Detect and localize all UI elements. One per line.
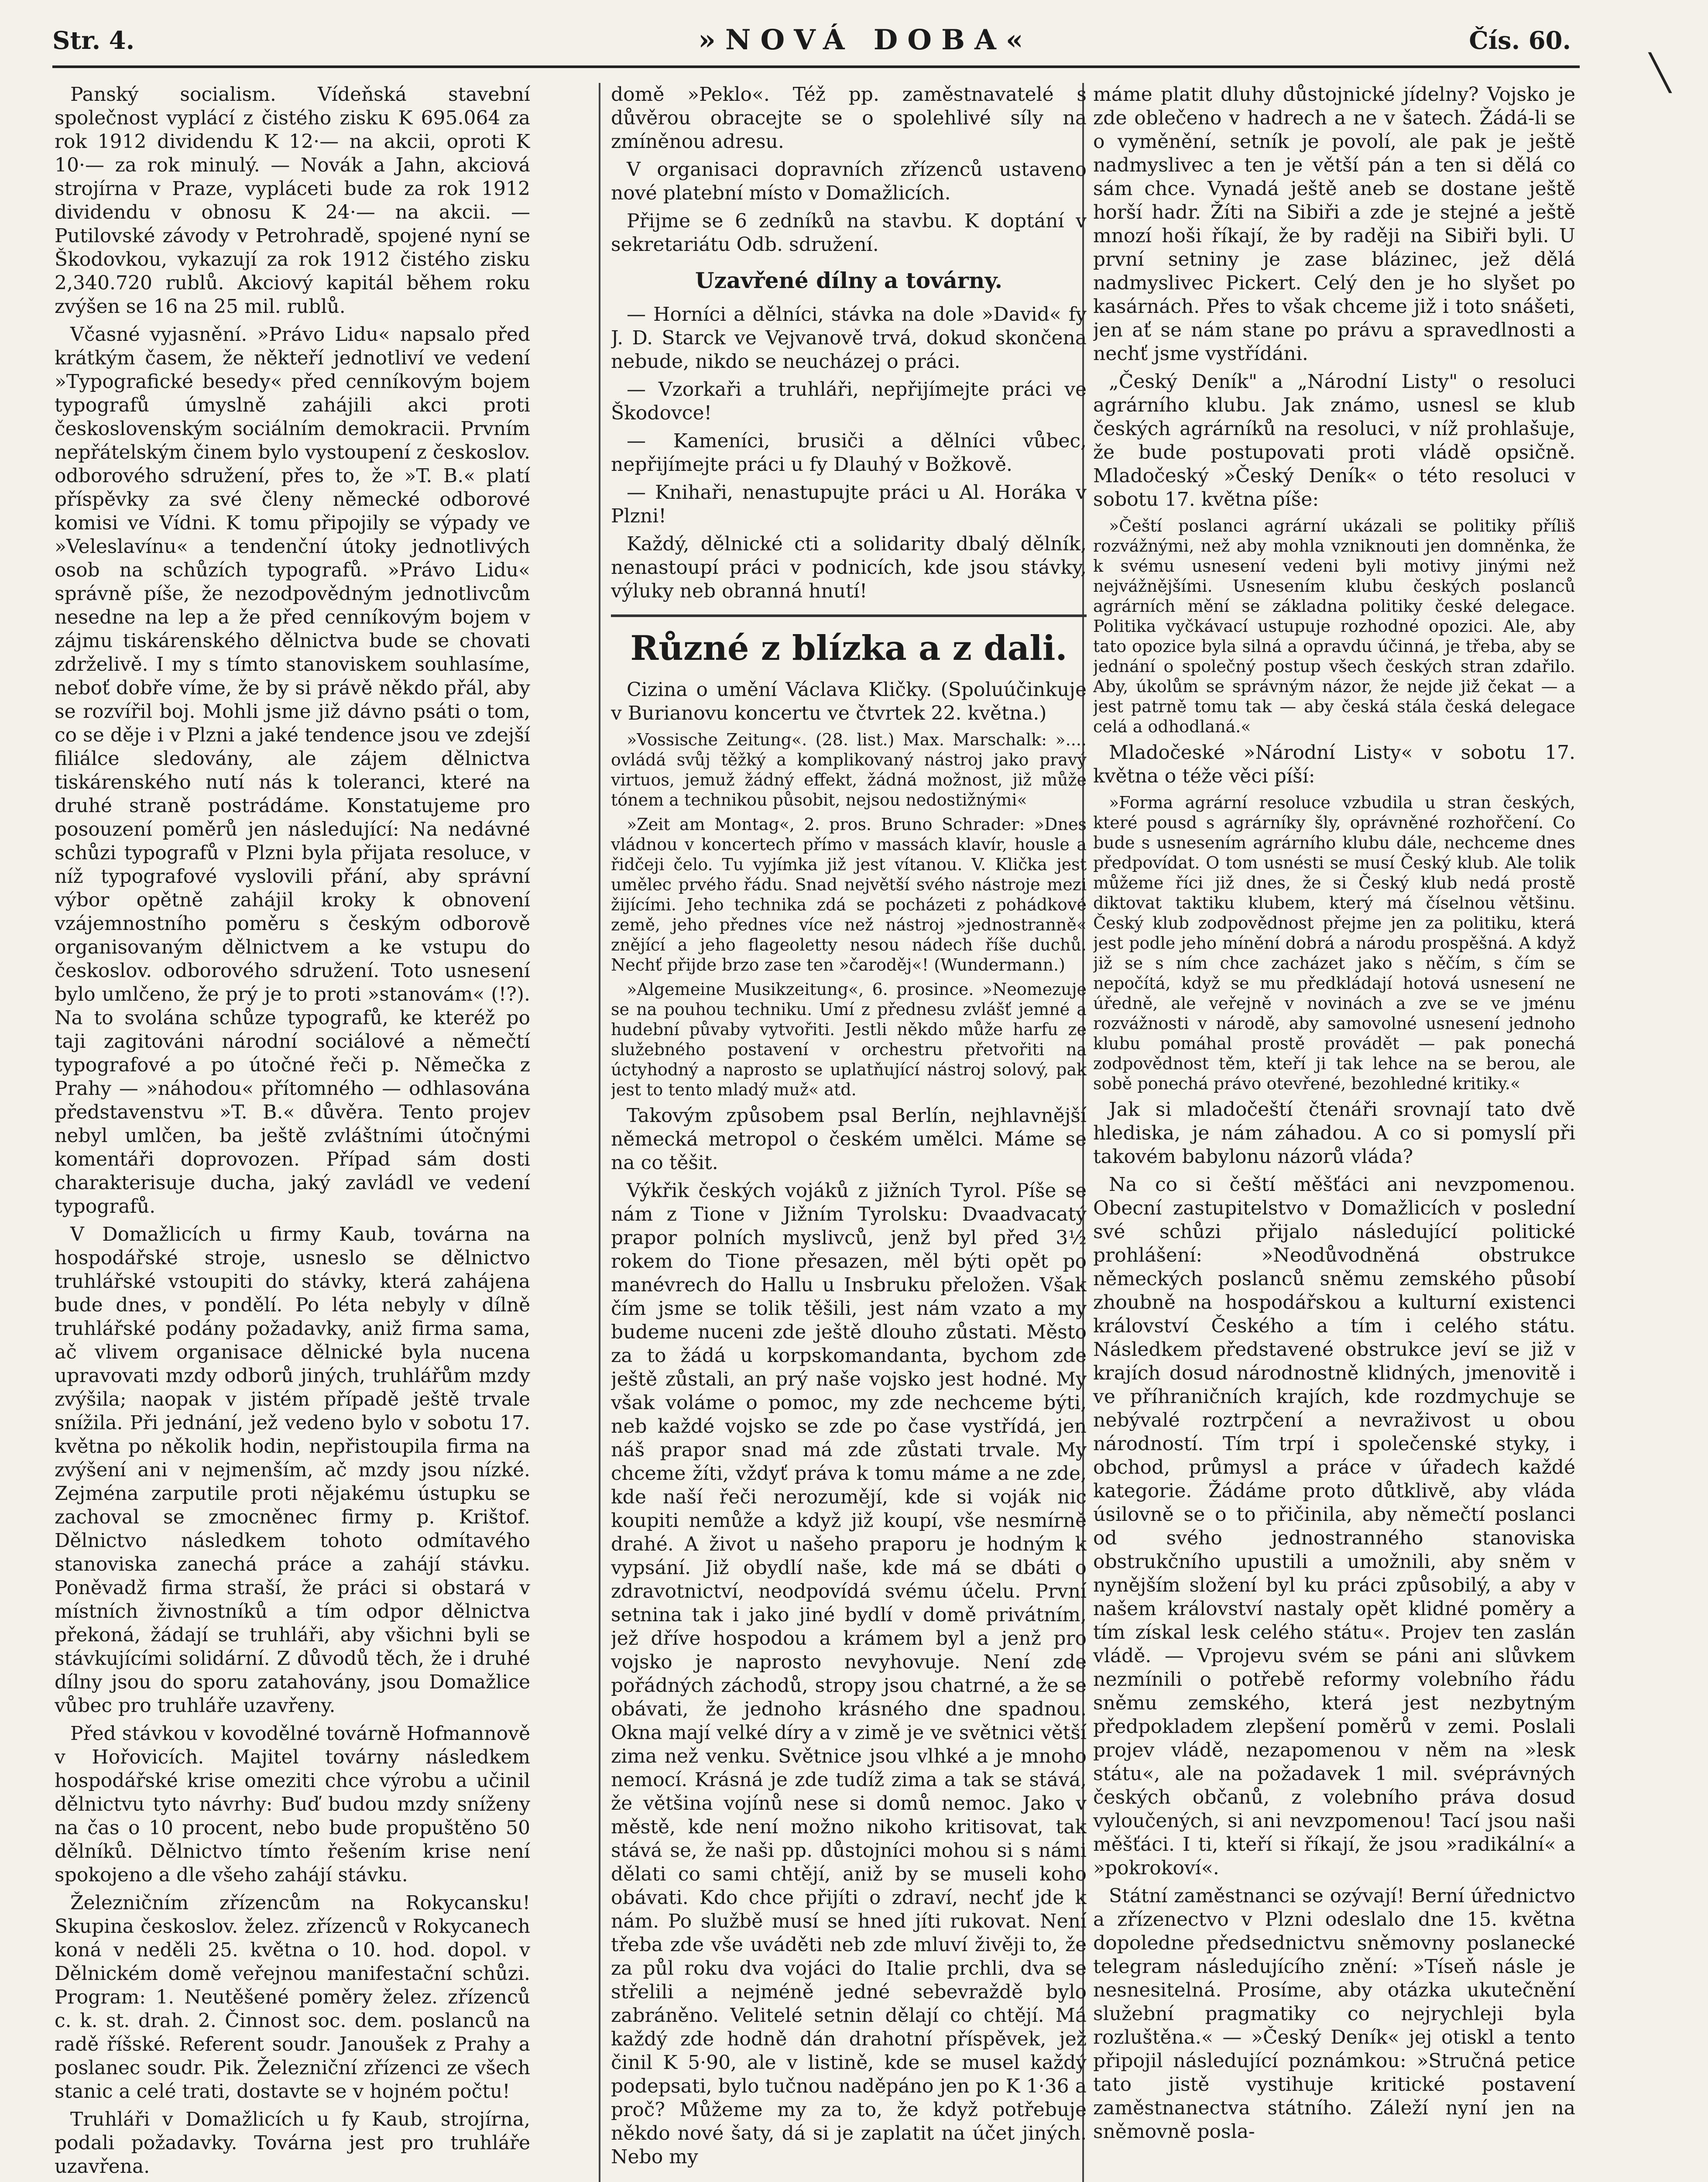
article-truhlari-domazlice: Truhláři v Domažlicích u fy Kaub, strojírna, podali požadavky. Továrna jest pro truhláře uzavřena.	[55, 2108, 530, 2178]
article-mladocesti-ctenari: Jak si mladočeští čtenáři srovnají tato dvě hlediska, je nám záhadou. A co si pomyslí při takovém babylonu názorů vláda?	[1093, 1098, 1575, 1168]
article-agrarian-resolution: „Český Deník" a „Národní Listy" o resoluci agrárního klubu. Jak známo, usnesl se klub českých agrárníků na resoluci, v níž prohlašuje, že bude postupovati proti vládě opsičně. Mladočeský »Český Deník« o této resoluci v sobotu 17. května píše:	[1093, 371, 1575, 511]
column-1	[55, 83, 530, 2182]
column-3	[1093, 83, 1575, 2182]
article-klicka: Cizina o umění Václava Kličky. (Spoluúčinkuje v Burianovu koncertu ve čtvrtek 22. května.)	[611, 679, 1087, 724]
article-rokycany-railway: Železničním zřízencům na Rokycansku! Skupina českoslov. želez. zřízenců v Rokycanech koná v neděli 25. května o 10. hod. dopol. v Dělnickém domě veřejnou manifestační schůzi. Program: 1. Neutěšené poměry želez. zřízenců c. k. st. drah. 2. Činnost soc. dem. poslanců na radě říšské. Referent soudr. Janoušek z Prahy a poslanec soudr. Pik. Železniční zřízenci ze všech stanic a celé trati, dostavte se v hojném počtu!	[55, 1892, 530, 2103]
quote-vossische: »Vossische Zeitung«. (28. list.) Max. Marschalk: ».... ovládá svůj těžký a komplikovaný nástroj jako pravý virtuos, jemuž žádný effekt, žádná možnost, již může tónem a technikou působit, nejsou nedostižnými«	[611, 730, 1087, 810]
article-statni-zamestnanci: Státní zaměstnanci se ozývají! Berní úřednictvo a zřízenectvo v Plzni odeslalo dne 15. května dopoledne předsednictvu sněmovny poslanecké telegram následujícího znění: »Tíseň násle je nesnesitelná. Prosíme, aby otázka ukutečnění služební pragmatiky co nejrychleji byla rozluštěna.« — »Český Deník« jej otiskl a tento připojil následující poznámkou: »Stručná petice tato jistě vystihuje kritické postavení zaměstnanectva státního. Záleží nyní jen na sněmovně posla-	[1093, 1885, 1575, 2143]
section-heading-closed-shops: Uzavřené dílny a továrny.	[695, 268, 1003, 293]
article-horovice-strike: Před stávkou v kovodělné továrně Hofmannově v Hořovicích. Majitel továrny následkem hospodářské krise omeziti chce výrobu a učinil dělnictvu tyto návrhy: Buď budou mzdy sníženy na čas o 10 procent, nebo bude propuštěno 50 dělníků. Dělnictvo tímto řešením krise není spokojeno a dle všeho zahájí stávku.	[55, 1722, 530, 1886]
margin-mark-top-right: ╲	[1650, 52, 1671, 93]
page-header	[52, 17, 1580, 68]
article-tyrol-soldiers: Výkřik českých vojáků z jižních Tyrol. Píše se nám z Tione v Jižním Tyrolsku: Dvaadvacatý prapor polních myslivců, jenž byl před 3½ rokem do Tione přesazen, měl býti opět po manévrech do Hallu u Insbruku přeložen. Však čím jsme se tolik těšili, jest nám vzato a my budeme nuceni zde ještě dlouho zůstati. Město za to žádá u korpskomandanta, bychom zde ještě zůstali, an prý naše vojsko jest hodné. My však voláme o pomoc, my zde nechceme býti, neb každé vojsko se zde po čase vystřídá, jen náš prapor snad má zde zůstati trvale. My chceme žíti, vždyť práva k tomu máme a ne zde, kde naší řeči nerozumějí, kde si voják nic koupiti nemůže a když již koupí, vše nesmírně drahé. A život u našeho praporu je hodným k vypsání. Již obydlí naše, kde má se dbáti o zdravotnictví, neodpovídá svému účelu. První setnina tak i jako jiné bydlí v domě privátním, jež dříve hospodou a krámem byl a jenž pro vojsko je naprosto nevyhovuje. Není zde pořádných záchodů, stropy jsou chatrné, a že se obávati, že jednoho krásného dne spadnou. Okna mají velké díry a v zimě je ve světnici větší zima než venku. Světnice jsou vlhké a je mnoho nemocí. Krásná je zde tudíž zima a tak se stává, že většina vojínů nese si domů nemoc. Jako v městě, kde není možno nikoho kritisovat, tak stává se, že naši pp. důstojníci mohou si s námi dělati co sami chtějí, aniž by se museli koho obávati. Kdo chce přijíti o zdraví, nechť jde k nám. Po službě musí se hned jíti rukovat. Není třeba zde vše uváděti neb zde mluví živěji to, že za půl roku dva vojáci do Italie prchli, dva se střelili a nejméně jedné sebevraždě bylo zabráněno. Velitelé setnin dělají co chtějí. Má každý zde hodně dán drahotní příspěvek, jež činil K 5·90, ale v listině, kde se musel každý podepsati, bylo tučnou naděpáno jen po K 1·36 a proč? Můžeme my za to, že když potřebuje někdo nové šaty, dá si je zaplatit na účet jiných. Nebo my	[611, 1180, 1087, 2168]
notice-vzorkari: — Vzorkaři a truhláři, nepřijímejte práci ve Škodovce!	[611, 378, 1087, 424]
notice-kamenici: — Kameníci, brusiči a dělníci vůbec, nepřijímejte práci u fy Dlauhý v Božkově.	[611, 430, 1087, 476]
column-divider-1	[599, 83, 600, 2182]
quote-musikzeitung: »Algemeine Musikzeitung«, 6. prosince. »Neomezuje se na pouhou techniku. Umí z přednesu zvlášť jemné a hudební půvaby vytvořiti. Jestli někdo může harfu ze služebného postavení v orchestru přetvořiti na úctyhodný a naprosto se uplatňující nástroj solový, pak jest to tento mladý muž« atd.	[611, 980, 1087, 1099]
section-heading-ruzne: Různé z blízka a z dali.	[611, 614, 1087, 669]
quote-narodni-listy-block	[1093, 793, 1575, 1094]
issue-number: Čís. 60.	[1469, 26, 1571, 55]
quote-cesky-denik-block	[1093, 516, 1575, 737]
article-vcasne-vyjasneni: Včasné vyjasnění. »Právo Lidu« napsalo před krátkým časem, že někteří jednotliví ve vedení »Typografické besedy« před cenníkovým bojem typografů úmyslně zahájili akci proti československým sociálním demokracii. Prvním nepřátelským činem bylo vystoupení z českoslov. odborového sdružení, přes to, že »T. B.« platí příspěvky za své členy německé odborové komisi ve Vídni. K tomu připojily se výpady ve »Veleslavínu« a tendenční útoky jednotlivých osob na schůzích typografů. »Právo Lidu« správně píše, že nezodpovědným jednotlivcům nesedne na lep a že před cenníkovým bojem v zájmu tiskárenského dělnictva bude se chovati zdrželivě. I my s tímto stanoviskem souhlasíme, neboť dobře víme, že by si právě někdo přál, aby se rozvířil boj. Mohli jsme již dávno psáti o tom, co se děje i v Plzni a jaké tendence jsou ve zdejší filiálce sledovány, ale zájem dělnictva tiskárenského nutí nás k toleranci, které na druhé straně postrádáme. Konstatujeme pro posouzení poměrů jen následující: Na nedávné schůzi typografů v Plzni byla přijata resoluce, v níž typografové vyslovili přání, aby správní výbor opětně zahájil kroky k obnovení vzájemnostního poměru s českým odborově organisovaným dělnictvem a ke vstupu do českoslov. odborového sdružení. Toto usnesení bylo umlčeno, že prý je to proti »stanovám« (!?). Na to svolána schůze typografů, ke kteréž po taji zagitováni národní sociálové a němečtí typografové a po útočné řeči p. Němečka z Prahy — »náhodou« přítomného — odhlasována představenstvu »T. B.« důvěra. Tento projev nebyl umlčen, ba ještě zvláštními útočnými komentáři doprovozen. Případ sám dosti charakterisuje ducha, jaký zavládl ve vedení typografů.	[55, 323, 530, 1218]
quote-narodni-listy: »Forma agrární resoluce vzbudila u stran českých, které pousd s agrárníky šly, oprávněné rozhořčení. Co bude s usnesením agrárního klubu dále, nechceme dnes předpovídat. O tom usnésti se musí Český klub. Ale tolik můžeme říci již dnes, že si Český klub nedá prostě diktovat taktiku klubem, který má číselnou většinu. Český klub zodpovědnost přejme jen za politiku, která jest podle jeho mínění dobrá a národu prospěšná. A když již se s ním chce zacházet jako s něčím, s čím se nepočítá, když se mu předkládají hotová usnesení ne úředně, ale veřejně v novinách a zve se ve jménu rozvážnosti v národě, aby samovolné usnesení jednoho klubu pomáhal prostě provádět — pak ponechá zodpovědnost těm, kteří ji tak lehce na se berou, ale sobě ponechá právo otevřené, bezohledné kritiky.«	[1093, 793, 1575, 1093]
article-peklo-continued: domě »Peklo«. Též pp. zaměstnavatelé s důvěrou obracejte se o spolehlivé síly na zmíněnou adresu.	[611, 83, 1087, 153]
quote-zeit-am-montag: »Zeit am Montag«, 2. pros. Bruno Schrader: »Dnes vládnou v koncertech přímo v massách klavír, housle a řidčeji čelo. Tu vyjímka již jest vítanou. V. Klička jest umělec prvého řádu. Snad největší svého nástroje mezi žijícími. Jeho technika zdá se pocházeti z pohádkové země, jeho přednes více než nástroj »jednostranně« znějící a jeho flageoletty nesou nádech říše duchů. Nechť přijde brzo zase ten »čaroděj«! (Wundermann.)	[611, 815, 1087, 974]
article-berlin-summary: Takovým způsobem psal Berlín, nejhlavnější německá metropol o českém umělci. Máme se na co těšit.	[611, 1105, 1087, 1174]
quotes-block	[611, 730, 1087, 1100]
article-narodni-listy-intro: Mladočeské »Národní Listy« v sobotu 17. května o téže věci píší:	[1093, 741, 1575, 787]
article-domazlice-kaub: V Domažlicích u firmy Kaub, továrna na hospodářské stroje, usneslo se dělnictvo truhlářské vstoupiti do stávky, která zahájena bude dnes, v pondělí. Po léta nebyly v dílně truhlářské podány požadavky, aniž firma sama, ač vlivem organisace dělnické byla nucena upravovati mzdy odborů jiných, truhlářům mzdy zvýšila; naopak v jistém případě ještě trvale snížila. Při jednání, jež vedeno bylo v sobotu 17. května po několik hodin, nepřistoupila firma na zvýšení ani v nejmenším, ač mzdy jsou nízké. Zejména zarputile proti nějakému ústupku se zachoval se zmocněnec firmy p. Krištof. Dělnictvo následkem tohoto odmítavého stanoviska zanechá práce a zahájí stávku. Poněvadž firma straší, že práci si obstará v místních živnostníků a tím odpor dělnictva překoná, žádají se truhláři, aby všichni byli se stávkujícími solidární. Z důvodů těch, že i druhé dílny jsou do sporu zatahovány, jsou Domažlice vůbec pro truhláře uzavřeny.	[55, 1223, 530, 1717]
article-mestaci: Na co si čeští měšťáci ani nevzpomenou. Obecní zastupitelstvo v Domažlicích v poslední své schůzi přijalo následující politické prohlášení: »Neodůvodněná obstrukce německých poslanců sněmu zemského působí zhoubně na hospodářskou a kulturní existenci království Českého a tím i celého státu. Následkem představené obstrukce jeví se již v krajích dosud národnostně klidných, jmenovitě i ve příhraničních krajích, kde rozdmychuje se nebývalé roztrpčení a nevraživost u obou národností. Tím trpí i společenské styky, i obchod, průmysl a práce v úřadech každé kategorie. Žádáme proto důtklivě, aby vláda úsilovně se o to přičinila, aby němečtí poslanci od svého jednostranného stanoviska obstrukčního upustili a umožnili, aby sněm v nynějším složení byl ku práci způsobilý, a aby v našem království nastaly opět klidné poměry a tím získal lesk celého státu«. Projev ten zaslán vládě. — Vprojevu svém se páni ani slůvkem nezmínili o potřebě reformy volebního řádu sněmu zemského, která jest nezbytným předpokladem zlepšení poměrů v zemi. Poslali projev vládě, nezapomenou v něm na »lesk státu«, ale na požadavek 1 mil. svéprávných českých občanů, z volebního práva dosud vyloučených, si ani nevzpomenou! Tací jsou naši měšťáci. I ti, kteří si říkají, že jsou »radikální« a »pokrokoví«.	[1093, 1173, 1575, 1879]
article-tyrol-continued: máme platit dluhy důstojnické jídelny? Vojsko je zde oblečeno v hadrech a ne v šatech. Žádá-li se o vyměnění, setník je povolí, ale pak je ještě nadmyslivec a ten je větší pán a ten si dělá co sám chce. Vynadá ještě aneb se dostane ještě horší hadr. Žíti na Sibiři a zde je stejné a ještě mnozí hoši říkají, že by raději na Sibiři byli. U první setniny je zase blázinec, jež dělá nadmyslivec Pickert. Celý den je ho slyšet po kasárnách. Přes to však chceme již i toto snášeti, jen ať se nám stane po právu a spravedlnosti a nechť jsme vystřídáni.	[1093, 83, 1575, 365]
article-dopravni-zrizenci: V organisaci dopravních zřízenců ustaveno nové platební místo v Domažlicích.	[611, 158, 1087, 204]
article-prijme-se: Přijme se 6 zedníků na stavbu. K doptání v sekretariátu Odb. sdružení.	[611, 210, 1087, 256]
quote-cesky-denik: »Čeští poslanci agrární ukázali se politiky příliš rozvážnými, než aby mohla vzniknouti jen domněnka, že k svému usnesení vedeni byli motivy jinými než nejvážnějšími. Usnesením klubu českých poslanců agrárních mění se základna politiky české delegace. Politika vyčkávací ustupuje rozhodné opozici. Ale, aby tato opozice byla silná a opravdu účinná, je třeba, aby se jednání o společný postup všech českých stran zdařilo. Aby, úkolům se správným názor, že nejde již čekat — a jest patrně tomu tak — aby česká stála česká delegace celá a odhodlaná.«	[1093, 516, 1575, 736]
newspaper-title: »NOVÁ DOBA«	[698, 24, 1033, 56]
notice-hornici: — Horníci a dělníci, stávka na dole »David« fy J. D. Starck ve Vejvanově trvá, dokud skončena nebude, nikdo se neucházej o práci.	[611, 303, 1087, 373]
notice-solidarity: Každý, dělnické cti a solidarity dbalý dělník, nenastoupí práci v podnicích, kde jsou stávky, výluky neb obranná hnutí!	[611, 533, 1087, 602]
page-number: Str. 4.	[52, 26, 135, 55]
article-pansky-socialism: Panský socialism. Vídeňská stavební společnost vyplácí z čistého zisku K 695.064 za rok 1912 dividendu K 12·— na akcii, oproti K 10·— za rok minulý. — Novák a Jahn, akciová strojírna v Praze, vypláceti bude za rok 1912 dividendu v obnosu K 24·— na akcii. — Putilovské závody v Petrohradě, spojené nyní se Škodovkou, vykazují za rok 1912 čistého zisku 2,340.720 rublů. Akciový kapitál během roku zvýšen se 16 na 25 mil. rublů.	[55, 83, 530, 318]
column-2	[611, 83, 1087, 2182]
notice-knihari: — Knihaři, nenastupujte práci u Al. Horáka v Plzni!	[611, 481, 1087, 527]
